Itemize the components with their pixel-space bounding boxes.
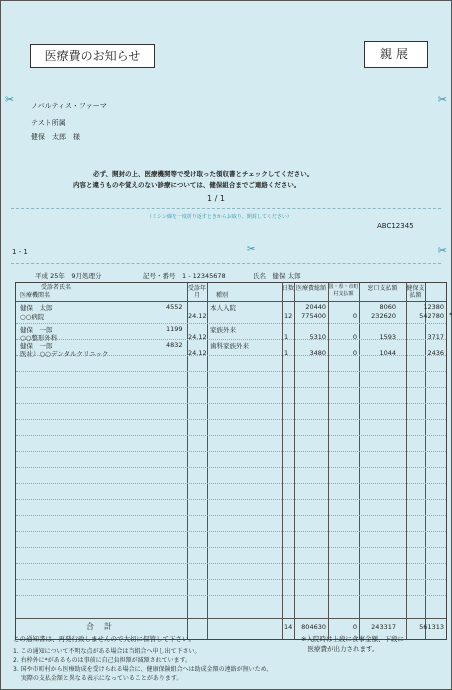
row2-type: 家族外来	[210, 326, 236, 334]
header-public: 国・県・市町村支払額	[328, 284, 359, 297]
perforation-line	[11, 208, 441, 209]
footer-note-4: 実際の支払金額と異なる表示になっていることがあります。	[13, 675, 183, 682]
row1-insurer-a: 12380	[423, 303, 444, 311]
row2-points: 1199	[166, 325, 183, 333]
row3-public: 0	[352, 349, 357, 357]
scissors-icon-left: ✂	[5, 93, 15, 106]
row3-insurer: 2436	[427, 349, 444, 357]
header-facility: 医療機関名	[20, 292, 51, 299]
row3-days: 1	[284, 349, 289, 357]
footer-note-3: 3. 国や市町村から医療助成を受けられる場合に、健康保険組合へは助成金額の連絡が無いため、	[13, 666, 273, 673]
total-days: 14	[284, 623, 293, 631]
period-label: 平成 25年 9月処理分	[35, 272, 102, 280]
scissors-icon-right-2: ✂	[437, 244, 447, 257]
row1-window-a: 8060	[379, 303, 396, 311]
total-label: 合計	[86, 622, 122, 631]
row2-public: 0	[352, 333, 357, 341]
total-public: 0	[352, 623, 357, 631]
row3-facility: 医社）○○デンタルクリニック	[20, 350, 109, 358]
claims-table	[15, 282, 452, 640]
scissors-icon-mid: ✂	[247, 244, 256, 255]
footer-note-2: 2. 右枠外に*があるものは事前に自己負担額が減額されています。	[13, 657, 192, 664]
row2-date: 24.12	[188, 333, 207, 341]
row1-mark: *	[449, 311, 452, 319]
company-name: ノバルティス・ファーマ	[31, 102, 107, 110]
row1-total-a: 20440	[305, 303, 326, 311]
department-name: テスト所属	[31, 119, 66, 127]
total-insurer: 561313	[419, 623, 444, 631]
row1-type: 本人入院	[210, 304, 236, 312]
insured-name: 氏名 健保 太郎	[253, 272, 301, 280]
addressee-name: 健保 太郎 様	[31, 133, 80, 141]
header-total: 医療費総額	[295, 285, 326, 292]
row1-public: 0	[352, 312, 357, 320]
row2-window: 1593	[379, 333, 396, 341]
header-days: 日数	[282, 285, 295, 292]
perforation-line-2	[11, 263, 441, 264]
footer-heading: この通知書は、再発行致しませんので大切に保管して下さい。	[13, 635, 195, 643]
confidential-mark: 親展	[379, 47, 412, 61]
row1-patient: 健保 太郎	[20, 304, 53, 312]
perforation-note: （ミシン線を一度折り返すときからお取り、開封してください）	[147, 214, 292, 220]
page-number: 1 / 1	[207, 194, 225, 203]
row3-type: 歯科家族外来	[210, 342, 249, 350]
row1-facility: ○○病院	[20, 313, 45, 321]
sheet-index: 1 - 1	[12, 248, 28, 256]
row2-days: 1	[284, 333, 289, 341]
row2-total: 5310	[309, 333, 326, 341]
instruction-line-2: 内容と違うものや覚えのない診療については、健保組合までご連絡ください。	[73, 181, 301, 189]
scissors-icon-right: ✂	[437, 93, 447, 106]
notice-title: 医療費のお知らせ	[44, 49, 141, 63]
total-amount: 804630	[301, 623, 326, 631]
row2-patient: 健保 一郎	[20, 326, 53, 334]
row1-days: 12	[284, 312, 293, 320]
footer-right-2: 医療費が出力されます。	[301, 645, 379, 653]
row3-date: 24.12	[188, 349, 207, 357]
row1-insurer-b: 542780	[419, 312, 444, 320]
row1-total-b: 775400	[301, 312, 326, 320]
header-patient: 受診者氏名	[40, 284, 71, 291]
instruction-line-1: 必ず、開封の上、医療機関等で受け取った領収書とチェックしてください。	[93, 170, 314, 178]
footer-note-1: 1. この通知について不明な点がある場合は当組合へ申し出て下さい。	[13, 648, 201, 655]
total-window: 243317	[371, 623, 396, 631]
header-insurer: 健保支払額	[406, 285, 425, 299]
row1-points: 4552	[166, 303, 183, 311]
record-number: 記号・番号 1 - 12345678	[143, 272, 226, 280]
row3-total: 3480	[309, 349, 326, 357]
footer-right-1: ※入院時は上段に食事金額、下段に	[301, 635, 404, 643]
row2-facility: ○○整形外科	[20, 334, 58, 342]
row2-insurer: 3717	[427, 333, 444, 341]
notice-title-box	[30, 44, 155, 68]
confidential-box	[364, 41, 428, 68]
row3-window: 1044	[379, 349, 396, 357]
row3-points: 4832	[166, 341, 183, 349]
row1-date: 24.12	[188, 312, 207, 320]
document-code: ABC12345	[377, 222, 414, 230]
header-window: 窓口支払額	[367, 285, 398, 292]
row1-window-b: 232620	[371, 312, 396, 320]
header-date: 受診年月	[187, 285, 206, 299]
header-type: 種別	[215, 292, 228, 299]
row3-patient: 健保 一郎	[20, 342, 53, 350]
